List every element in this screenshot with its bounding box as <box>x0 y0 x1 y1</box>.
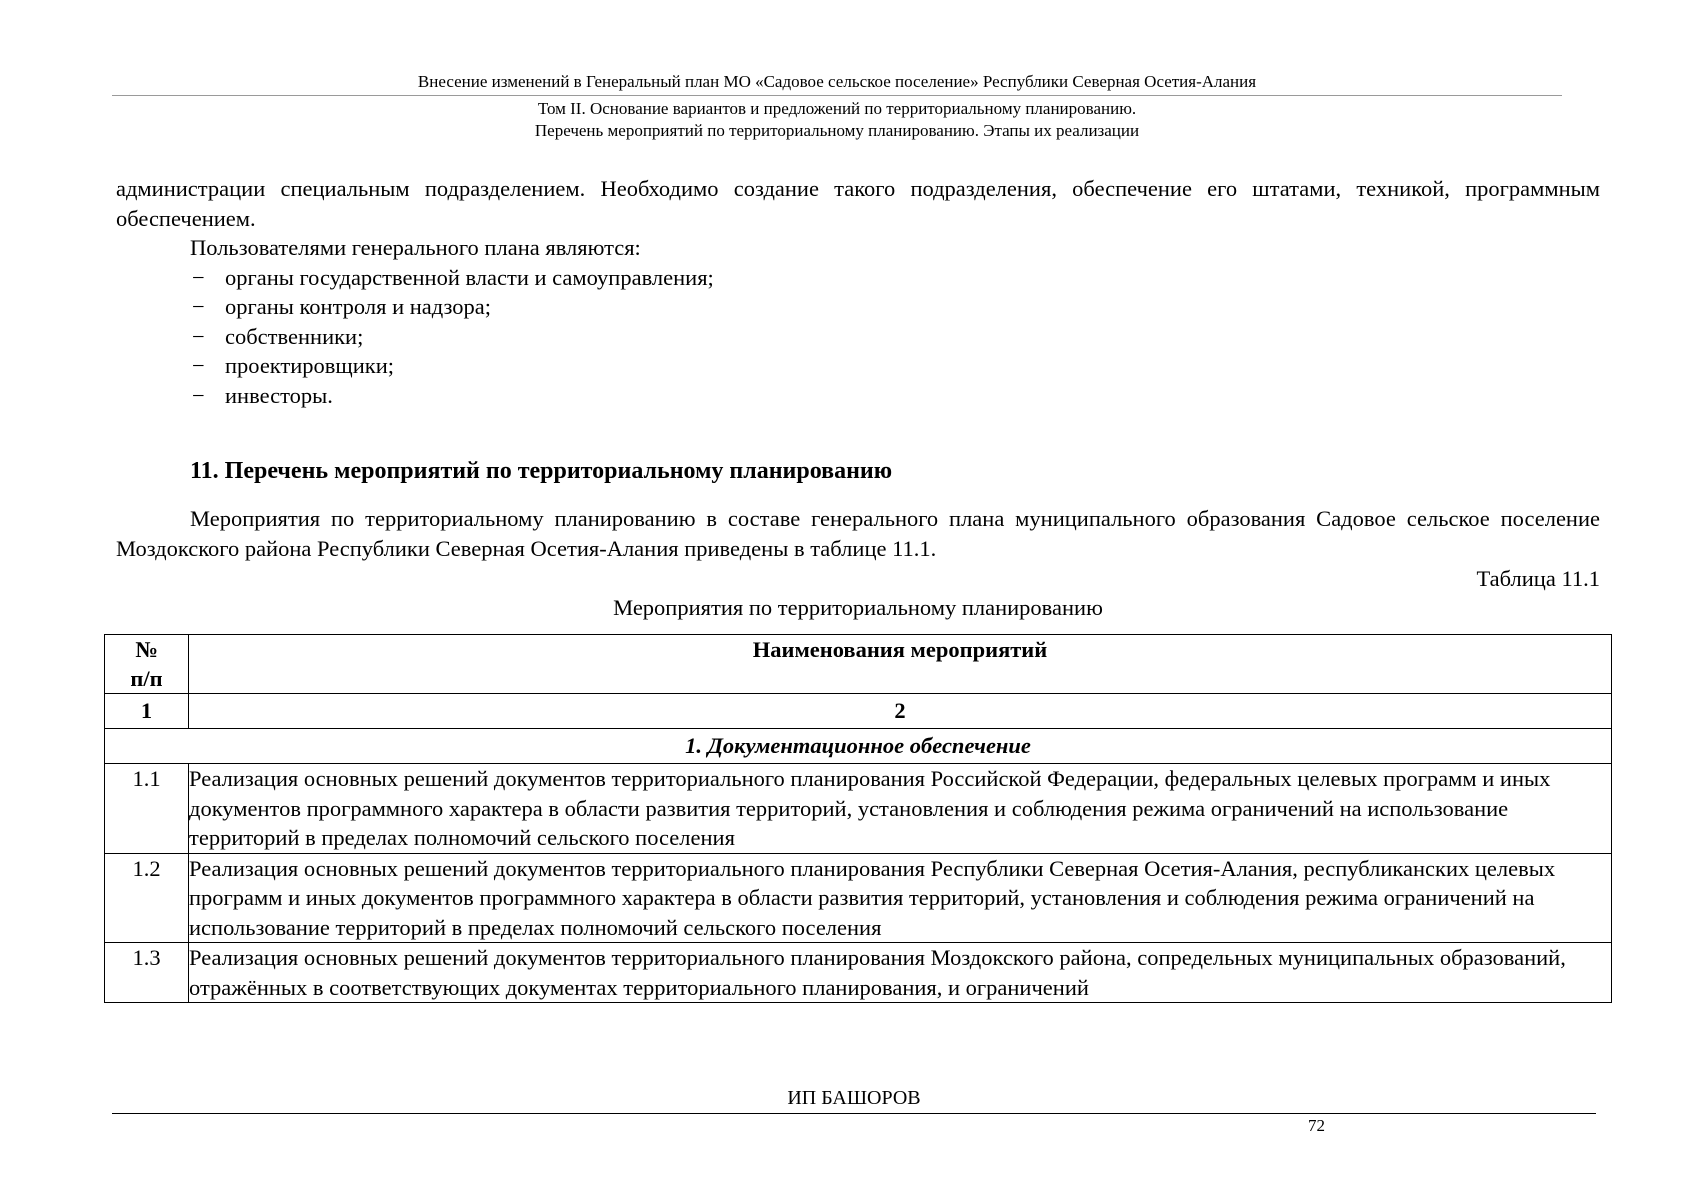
table-header-row <box>105 635 1612 694</box>
page-number: 72 <box>1308 1116 1325 1135</box>
row-text: Реализация основных решений документов территориального планирования Российской Федерации, федеральных целевых программ и иных документов программного характера в области развития территорий, установления и соблюдения режима ограничений на использование территорий в пределах полномочий сельского поселения <box>189 764 1612 854</box>
header-number-abbr: п/п <box>130 666 163 691</box>
running-footer <box>112 1086 1596 1135</box>
section-intro-paragraph: Мероприятия по территориальному планированию в составе генерального плана муниципального образования Садовое сельское поселение Моздокского района Республики Северная Осетия-Алания приведены в таблице 11.1. <box>116 506 1600 561</box>
list-item <box>116 351 1600 381</box>
list-item <box>116 292 1600 322</box>
table-label: Таблица 11.1 <box>1476 566 1600 591</box>
measures-table <box>104 634 1612 1003</box>
list-item <box>116 263 1600 293</box>
dash-bullet: − <box>192 353 205 378</box>
header-chapter-title: Перечень мероприятий по территориальному планированию. Этапы их реализации <box>534 121 1140 140</box>
column-index-cell: 1 <box>105 694 189 729</box>
list-item <box>116 322 1600 352</box>
header-cell-name: Наименования мероприятий <box>189 635 1612 694</box>
header-cell-number <box>105 635 189 694</box>
header-number-sign: № <box>135 637 158 662</box>
section-title: 11. Перечень мероприятий по территориальному планированию <box>190 458 893 484</box>
row-text-cell <box>189 943 1612 1003</box>
list-item-text: инвесторы. <box>225 382 333 408</box>
row-number: 1.1 <box>105 764 189 854</box>
header-document-title: Внесение изменений в Генеральный план МО «Садовое сельское поселение» Республики Северная Осетия-Алания <box>112 72 1562 96</box>
dash-bullet: − <box>192 382 205 408</box>
table-row <box>105 943 1612 1003</box>
table-caption: Мероприятия по территориальному планированию <box>613 595 1103 620</box>
row-number: 1.3 <box>105 943 189 1003</box>
header-volume-title: Том II. Основание вариантов и предложений по территориальному планированию. <box>537 99 1137 118</box>
group-row <box>105 729 1612 764</box>
row-number: 1.2 <box>105 853 189 943</box>
group-title: 1. Документационное обеспечение <box>105 729 1612 764</box>
footer-organization: ИП БАШОРОВ <box>112 1086 1596 1114</box>
running-header <box>112 72 1562 142</box>
list-item-text: проектировщики; <box>225 353 395 378</box>
table-row <box>105 853 1612 943</box>
users-list <box>116 263 1600 411</box>
list-item-text: органы государственной власти и самоуправления; <box>225 264 714 290</box>
dash-bullet: − <box>192 294 205 319</box>
continuation-paragraph: администрации специальным подразделением. Необходимо создание такого подразделения, обеспечение его штатами, техникой, программным обеспечением. <box>116 176 1600 231</box>
row-text: Реализация основных решений документов территориального планирования Моздокского района, сопредельных муниципальных образований, отражённых в соответствующих документах территориального планирования, и ограничений <box>189 945 1566 1000</box>
list-item-text: собственники; <box>225 323 364 349</box>
list-item-text: органы контроля и надзора; <box>225 294 492 319</box>
page-body <box>116 174 1600 621</box>
table-row <box>105 764 1612 854</box>
list-item <box>116 381 1600 411</box>
column-index-row <box>105 694 1612 729</box>
dash-bullet: − <box>192 323 205 349</box>
dash-bullet: − <box>192 264 205 290</box>
row-text: Реализация основных решений документов территориального планирования Республики Северная Осетия-Алания, республиканских целевых программ и иных документов программного характера в области развития территорий, установления и соблюдения режима ограничений на использование территорий в пределах полномочий сельского поселения <box>189 853 1612 943</box>
column-index-cell: 2 <box>189 694 1612 729</box>
users-intro: Пользователями генерального плана являются: <box>190 235 641 260</box>
